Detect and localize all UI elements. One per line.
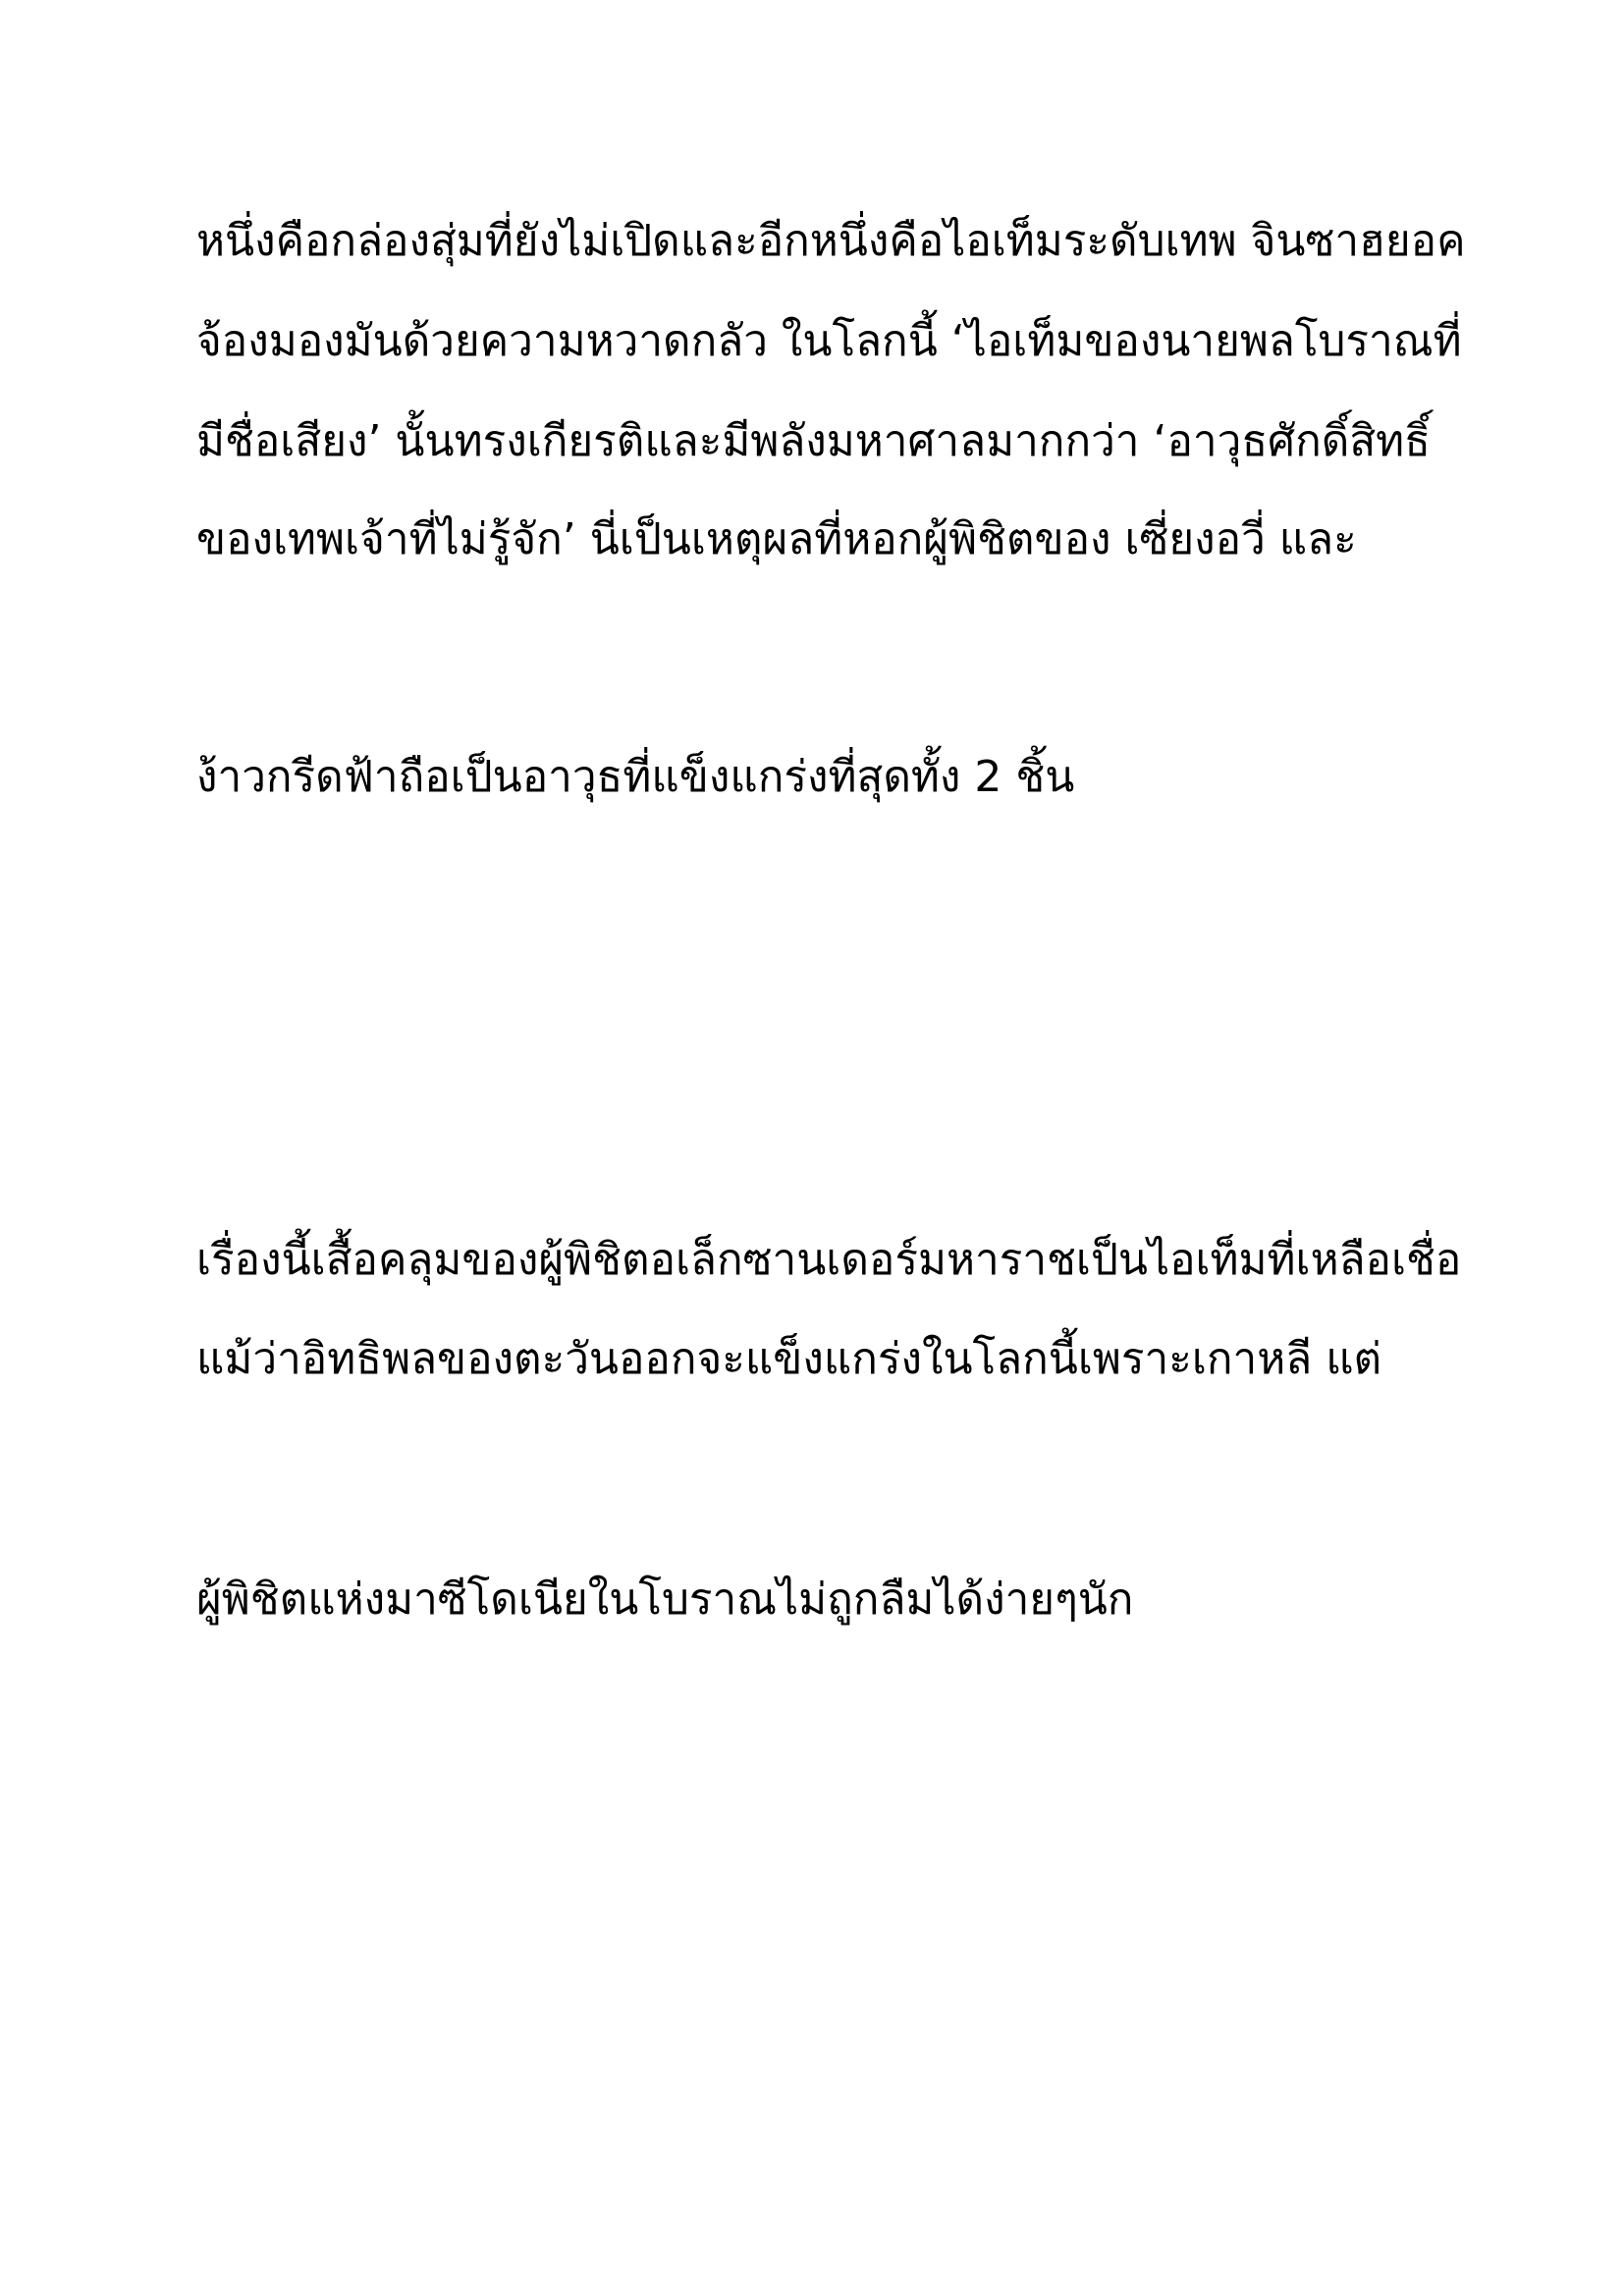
paragraph-1-line-4: ของเทพเจ้าที่ไม่รู้จัก’ นี่เป็นเหตุผลที่หอกผู้พิชิตของ เซี่ยงอวี่ และ (196, 514, 1357, 564)
paragraph-1-line-1: หนึ่งคือกล่องสุ่มที่ยังไม่เปิดและอีกหนึ่งคือไอเท็มระดับเทพ จินซาฮยอค (196, 216, 1466, 266)
paragraph-3-line-2: แม้ว่าอิทธิพลของตะวันออกจะแข็งแกร่งในโลกนี้เพราะเกาหลี แต่ (196, 1334, 1382, 1384)
paragraph-1-line-3: มีชื่อเสียง’ นั้นทรงเกียรติและมีพลังมหาศาลมากกว่า ‘อาวุธศักดิ์สิทธิ์ (196, 416, 1432, 466)
paragraph-4-line-1: ผู้พิชิตแห่งมาซีโดเนียในโบราณไม่ถูกลืมได้ง่ายๆนัก (196, 1575, 1134, 1625)
paragraph-3-line-1: เรื่องนี้เสื้อคลุมของผู้พิชิตอเล็กซานเดอร์มหาราชเป็นไอเท็มที่เหลือเชื่อ (196, 1235, 1462, 1285)
paragraph-1-line-2: จ้องมองมันด้วยความหวาดกลัว ในโลกนี้ ‘ไอเท็มของนายพลโบราณที่ (196, 316, 1462, 366)
paragraph-2-line-1: ง้าวกรีดฟ้าถือเป็นอาวุธที่แข็งแกร่งที่สุดทั้ง 2 ชิ้น (196, 752, 1075, 802)
